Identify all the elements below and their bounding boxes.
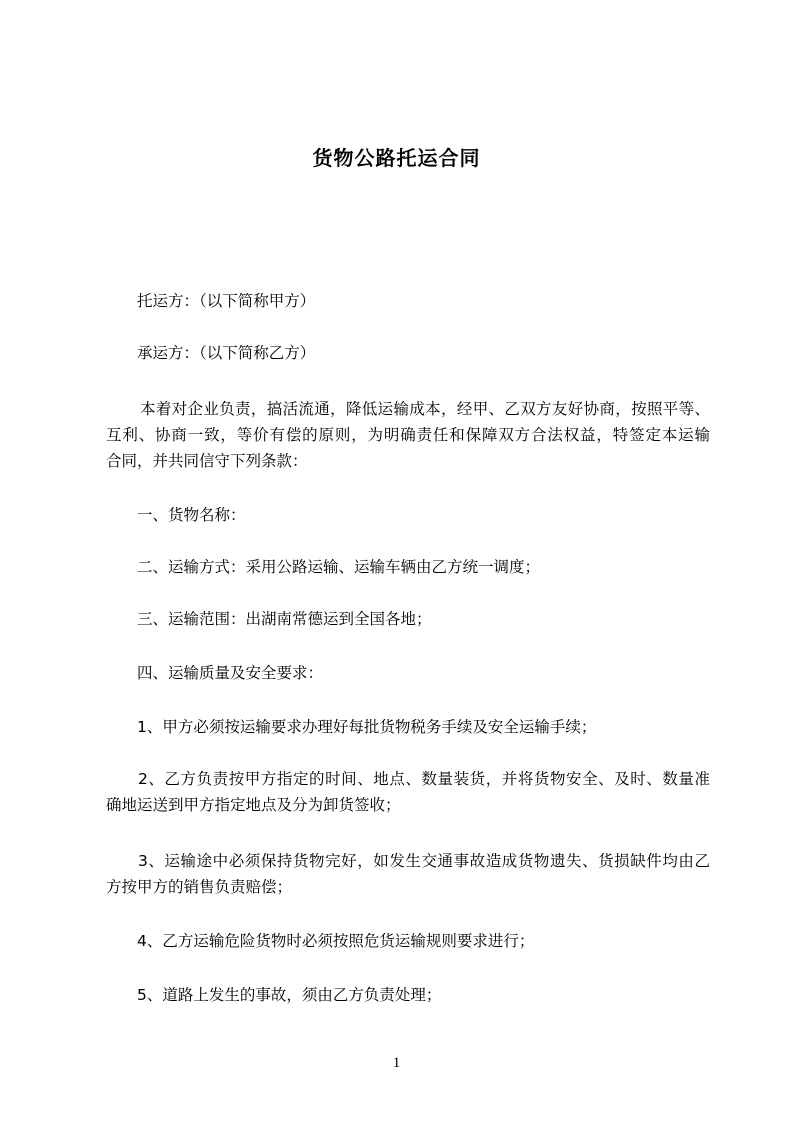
item-3	[106, 848, 710, 900]
paragraph-line: 2、乙方负责按甲方指定的时间、地点、数量装货，并将货物安全、及时、数量准	[138, 770, 710, 788]
clause-3-transport-scope	[137, 606, 741, 632]
paragraph-line: 托运方：（以下简称甲方）	[137, 292, 316, 310]
item-2	[106, 766, 710, 818]
paragraph-line: 4、乙方运输危险货物时必须按照危货运输规则要求进行；	[137, 932, 535, 950]
item-4	[137, 928, 741, 954]
paragraph-line: 1、甲方必须按运输要求办理好每批货物税务手续及安全运输手续；	[137, 718, 597, 736]
paragraph-line: 3、运输途中必须保持货物完好，如发生交通事故造成货物遗失、货损缺件均由乙	[138, 852, 710, 870]
paragraph-line: 三、运输范围：出湖南常德运到全国各地；	[137, 610, 432, 628]
paragraph-line: 方按甲方的销售负责赔偿；	[106, 878, 293, 896]
paragraph-line: 合同，并共同信守下列条款：	[106, 452, 308, 470]
preamble-paragraph	[106, 396, 710, 474]
page-number: 1	[392, 1055, 401, 1071]
paragraph-line: 一、货物名称：	[137, 506, 246, 524]
carrier-line	[137, 340, 741, 366]
shipper-line	[137, 288, 741, 314]
clause-1-goods-name	[137, 502, 741, 528]
item-1	[137, 714, 741, 740]
paragraph-line: 确地运送到甲方指定地点及分为卸货签收；	[106, 796, 401, 814]
clause-4-quality-safety	[137, 660, 741, 686]
paragraph-line: 5、道路上发生的事故，须由乙方负责处理；	[137, 986, 442, 1004]
paragraph-line: 互利、协商一致，等价有偿的原则，为明确责任和保障双方合法权益，特签定本运输	[106, 426, 710, 444]
paragraph-line: 承运方：（以下简称乙方）	[137, 344, 316, 362]
item-5	[137, 982, 741, 1008]
document-title: 货物公路托运合同	[312, 146, 481, 170]
paragraph-line: 四、运输质量及安全要求：	[137, 664, 324, 682]
paragraph-line: 二、运输方式：采用公路运输、运输车辆由乙方统一调度；	[137, 558, 541, 576]
clause-2-transport-method	[137, 554, 741, 580]
paragraph-line: 本着对企业负责，搞活流通，降低运输成本，经甲、乙双方友好协商，按照平等、	[140, 400, 710, 418]
